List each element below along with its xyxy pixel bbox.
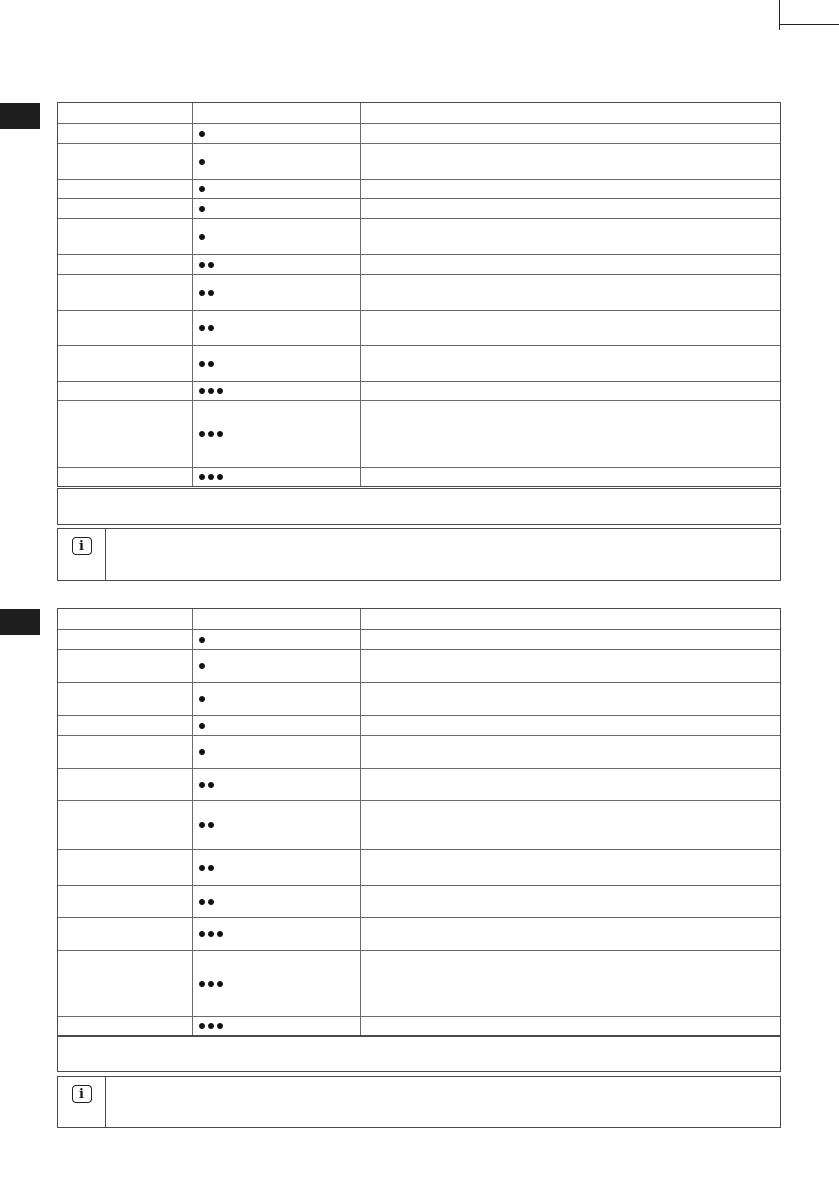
table-row — [58, 768, 780, 800]
row-description — [361, 630, 780, 649]
crop-mark-vertical — [779, 0, 780, 30]
row-label — [58, 716, 193, 735]
difficulty-dot — [199, 290, 205, 296]
difficulty-dot — [208, 262, 214, 268]
row-label — [58, 219, 193, 254]
difficulty-table — [57, 102, 781, 487]
difficulty-dot — [199, 782, 205, 788]
row-label — [58, 683, 193, 715]
difficulty-dot — [208, 899, 214, 905]
table-header-row — [58, 103, 780, 123]
difficulty-dot — [208, 290, 214, 296]
row-label — [58, 382, 193, 400]
row-label — [58, 180, 193, 198]
difficulty-level — [193, 124, 361, 143]
difficulty-dot — [208, 361, 214, 367]
difficulty-dot — [208, 782, 214, 788]
difficulty-dot — [199, 1023, 205, 1029]
table-row — [58, 310, 780, 345]
table-row — [58, 800, 780, 849]
row-description — [361, 801, 780, 849]
row-label — [58, 736, 193, 768]
difficulty-dot — [217, 431, 223, 437]
row-label — [58, 650, 193, 682]
row-description — [361, 716, 780, 735]
row-label — [58, 850, 193, 885]
row-label — [58, 144, 193, 179]
difficulty-dot — [199, 159, 205, 165]
row-description — [361, 311, 780, 345]
difficulty-level — [193, 346, 361, 381]
table-row — [58, 735, 780, 768]
difficulty-dot — [208, 1023, 214, 1029]
table-row — [58, 179, 780, 198]
row-label — [58, 311, 193, 345]
row-description — [361, 850, 780, 885]
row-description — [361, 609, 780, 629]
difficulty-dot — [199, 899, 205, 905]
row-label — [58, 951, 193, 1016]
table-row — [58, 917, 780, 950]
table-row — [58, 381, 780, 400]
difficulty-level — [193, 275, 361, 310]
difficulty-dot — [217, 474, 223, 480]
info-icon: i — [72, 1085, 92, 1103]
difficulty-dot — [217, 931, 223, 937]
difficulty-dot — [217, 1023, 223, 1029]
row-description — [361, 180, 780, 198]
difficulty-level — [193, 219, 361, 254]
row-label — [58, 801, 193, 849]
row-description — [361, 255, 780, 274]
row-description — [361, 124, 780, 143]
row-label — [58, 609, 193, 629]
table-row — [58, 143, 780, 179]
difficulty-level — [193, 769, 361, 800]
row-label — [58, 918, 193, 950]
difficulty-level — [193, 850, 361, 885]
row-label — [58, 468, 193, 486]
difficulty-level — [193, 382, 361, 400]
row-description — [361, 346, 780, 381]
row-label — [58, 346, 193, 381]
difficulty-level — [193, 255, 361, 274]
difficulty-level — [193, 311, 361, 345]
row-label — [58, 275, 193, 310]
row-description — [361, 886, 780, 917]
difficulty-dot — [208, 981, 214, 987]
table-header-row — [58, 609, 780, 629]
row-label — [58, 124, 193, 143]
difficulty-dot — [208, 822, 214, 828]
difficulty-dot — [199, 431, 205, 437]
difficulty-level — [193, 716, 361, 735]
table-row — [58, 198, 780, 218]
difficulty-dot — [199, 186, 205, 192]
difficulty-dot — [199, 131, 205, 137]
difficulty-level — [193, 468, 361, 486]
table-row — [58, 254, 780, 274]
table-row — [58, 950, 780, 1016]
row-label — [58, 886, 193, 917]
difficulty-dot — [199, 981, 205, 987]
difficulty-dot — [199, 865, 205, 871]
difficulty-dot — [208, 865, 214, 871]
row-description — [361, 769, 780, 800]
language-tab-marker — [0, 103, 40, 129]
difficulty-dot — [199, 663, 205, 669]
difficulty-level — [193, 951, 361, 1016]
table-row — [58, 345, 780, 381]
table-row — [58, 467, 780, 486]
table-row — [58, 682, 780, 715]
info-box — [57, 528, 781, 581]
row-label — [58, 1017, 193, 1035]
difficulty-dot — [199, 696, 205, 702]
row-description — [361, 103, 780, 123]
table-row — [58, 400, 780, 467]
table-row — [58, 849, 780, 885]
difficulty-dot — [217, 981, 223, 987]
difficulty-dot — [199, 234, 205, 240]
difficulty-dot — [199, 749, 205, 755]
difficulty-dot — [199, 325, 205, 331]
row-description — [361, 219, 780, 254]
difficulty-dot — [199, 262, 205, 268]
row-description — [361, 199, 780, 218]
difficulty-level — [193, 103, 361, 123]
difficulty-dot — [199, 388, 205, 394]
row-description — [361, 275, 780, 310]
difficulty-level — [193, 1017, 361, 1035]
row-label — [58, 199, 193, 218]
difficulty-level — [193, 630, 361, 649]
difficulty-dot — [199, 474, 205, 480]
difficulty-level — [193, 650, 361, 682]
difficulty-dot — [208, 431, 214, 437]
crop-mark-horizontal — [780, 24, 839, 25]
table-row — [58, 123, 780, 143]
table-row — [58, 1016, 780, 1035]
difficulty-level — [193, 401, 361, 467]
row-description — [361, 951, 780, 1016]
difficulty-level — [193, 886, 361, 917]
difficulty-dot — [217, 388, 223, 394]
row-description — [361, 1017, 780, 1035]
difficulty-level — [193, 736, 361, 768]
row-description — [361, 382, 780, 400]
row-description — [361, 401, 780, 467]
difficulty-dot — [199, 931, 205, 937]
row-description — [361, 683, 780, 715]
difficulty-level — [193, 180, 361, 198]
difficulty-level — [193, 918, 361, 950]
row-description — [361, 918, 780, 950]
difficulty-dot — [199, 206, 205, 212]
table-row — [58, 715, 780, 735]
difficulty-dot — [208, 474, 214, 480]
table-row — [58, 885, 780, 917]
difficulty-dot — [208, 931, 214, 937]
difficulty-level — [193, 801, 361, 849]
difficulty-level — [193, 609, 361, 629]
language-tab-marker — [0, 609, 40, 635]
info-icon: i — [72, 537, 92, 555]
row-description — [361, 144, 780, 179]
row-description — [361, 468, 780, 486]
row-label — [58, 630, 193, 649]
difficulty-dot — [199, 822, 205, 828]
row-label — [58, 103, 193, 123]
table-row — [58, 649, 780, 682]
table-footnote — [57, 1036, 781, 1072]
difficulty-dot — [199, 637, 205, 643]
table-row — [58, 629, 780, 649]
row-label — [58, 255, 193, 274]
row-label — [58, 401, 193, 467]
difficulty-table — [57, 608, 781, 1036]
difficulty-dot — [199, 723, 205, 729]
difficulty-level — [193, 144, 361, 179]
difficulty-dot — [208, 388, 214, 394]
row-description — [361, 650, 780, 682]
row-label — [58, 769, 193, 800]
difficulty-level — [193, 199, 361, 218]
difficulty-dot — [199, 361, 205, 367]
table-footnote — [57, 488, 781, 525]
difficulty-level — [193, 683, 361, 715]
difficulty-dot — [208, 325, 214, 331]
info-box — [57, 1076, 781, 1128]
table-row — [58, 274, 780, 310]
table-row — [58, 218, 780, 254]
row-description — [361, 736, 780, 768]
